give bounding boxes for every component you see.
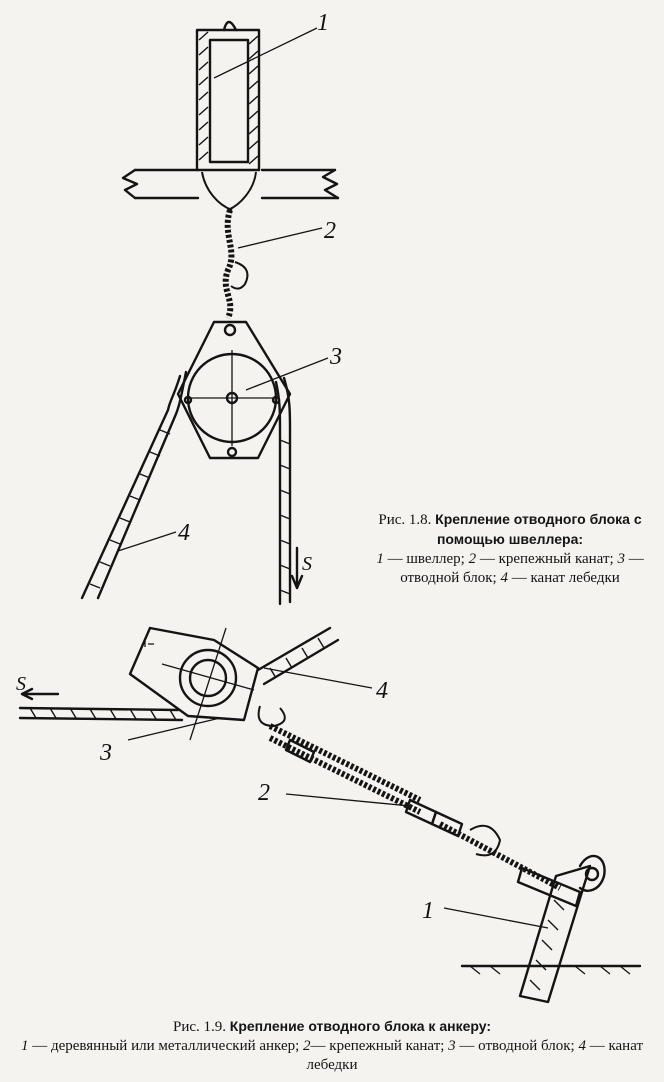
caption-1-8-item-1-text: — швеллер; — [383, 551, 469, 567]
caption-1-9-item-1-num: 1 — [20, 1038, 29, 1054]
figure-1-9-drawing — [16, 628, 640, 1002]
anchor — [518, 856, 605, 1002]
winch-rope-1-9 — [20, 628, 338, 720]
leader-1-9-4 — [264, 668, 372, 688]
caption-1-9-item-2-num: 2 — [303, 1038, 311, 1054]
caption-1-8-item-2-text: — крепежный канат; — [476, 551, 618, 567]
leader-1-8-4 — [118, 532, 176, 551]
label-1-9-3: 3 — [100, 740, 112, 766]
caption-1-8-prefix: Рис. 1.8. — [378, 512, 432, 528]
leader-1-9-3 — [128, 718, 220, 740]
caption-1-8-item-3-text: — отводной блок; — [400, 551, 644, 586]
caption-1-9-item-3-num: 3 — [448, 1038, 456, 1054]
beam — [123, 170, 338, 198]
label-1-9-4: 4 — [376, 678, 388, 704]
caption-1-8-item-4-num: 4 — [500, 570, 508, 586]
winch-rope-1-8 — [82, 372, 302, 604]
caption-1-9-prefix: Рис. 1.9. — [173, 1019, 227, 1035]
caption-1-9-item-1-text: — деревянный или металлический анкер; — [28, 1038, 304, 1054]
caption-1-9-title: Крепление отводного блока к анкеру: — [229, 1018, 491, 1034]
label-1-8-4: 4 — [178, 520, 190, 546]
force-label-1-9: S — [16, 673, 26, 695]
channel-beam — [197, 22, 259, 170]
figure-1-8-drawing — [82, 10, 342, 604]
pulley-block-1-8 — [178, 322, 290, 458]
caption-1-9-item-2-text: — крепежный канат; — [310, 1038, 449, 1054]
caption-1-8-title: Крепление отводного блока с помощью швеллера: — [435, 511, 642, 547]
caption-1-8-item-3-num: 3 — [617, 551, 625, 567]
force-label-1-8: S — [302, 553, 312, 575]
caption-1-9-item-4-text: — канат лебедки — [306, 1038, 644, 1073]
fastening-rope-1-9 — [259, 706, 560, 888]
label-1-8-2: 2 — [324, 218, 336, 244]
leader-1-8-2 — [238, 228, 322, 248]
label-1-9-2: 2 — [258, 780, 270, 806]
pulley-block-1-9 — [130, 628, 258, 740]
caption-1-8-item-1-num: 1 — [376, 551, 384, 567]
caption-1-9-item-3-text: — отводной блок; — [455, 1038, 579, 1054]
caption-figure-1-9 — [6, 1017, 658, 1075]
label-1-8-1: 1 — [317, 10, 329, 36]
caption-1-9-item-4-num: 4 — [578, 1038, 586, 1054]
label-1-8-3: 3 — [330, 344, 342, 370]
leader-1-9-1 — [444, 908, 548, 928]
caption-figure-1-8 — [360, 510, 660, 588]
ground — [462, 966, 640, 974]
caption-1-8-item-4-text: — канат лебедки — [507, 570, 620, 586]
leader-1-8-1 — [214, 28, 317, 78]
caption-1-8-item-2-num: 2 — [468, 551, 477, 567]
label-1-9-1: 1 — [422, 898, 434, 924]
